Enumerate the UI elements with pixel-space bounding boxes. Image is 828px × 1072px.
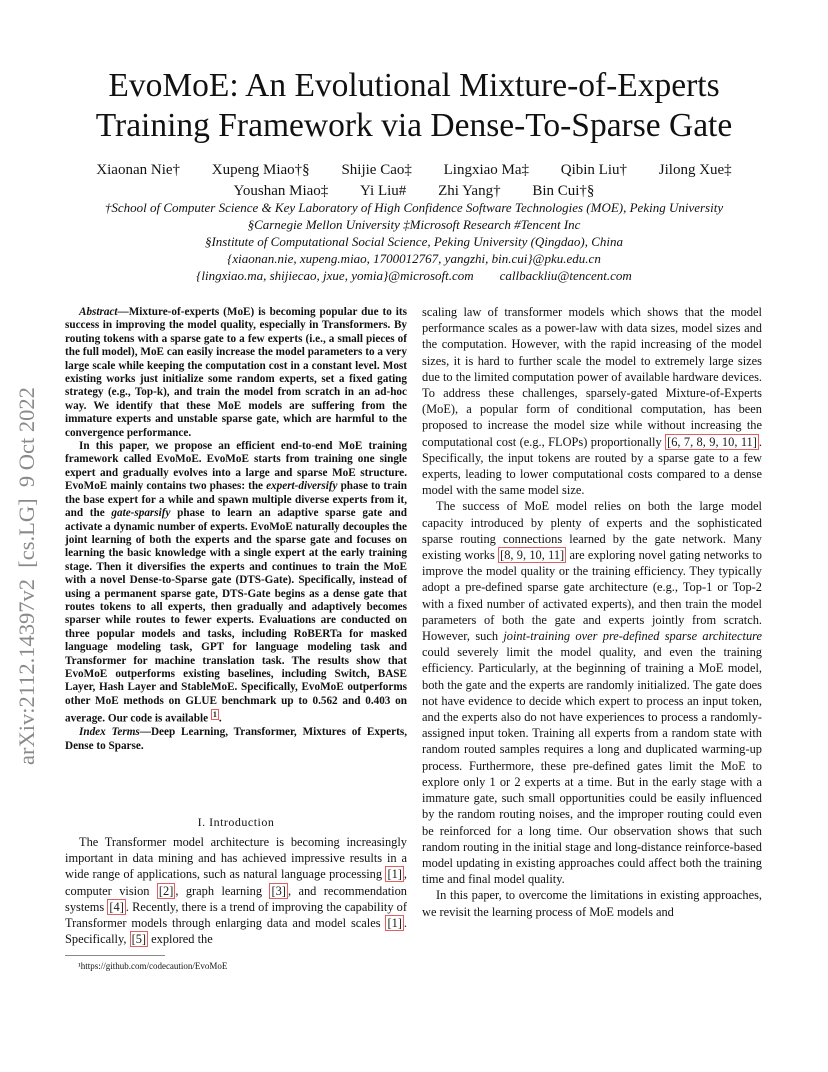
citation-link[interactable]: [8, 9, 10, 11] xyxy=(500,548,565,563)
right-column xyxy=(422,304,762,920)
footnote-link[interactable]: 1 xyxy=(212,710,217,720)
citation-link[interactable]: [4] xyxy=(109,899,124,914)
citation-link[interactable]: [6, 7, 8, 9, 10, 11] xyxy=(667,434,757,449)
author: Jilong Xue‡ xyxy=(658,162,732,178)
intro-paragraph: The success of MoE model relies on both the large model capacity introduced by plenty of experts and the sophisticated sparse routing connections learned by the gate network. Many existing works [8, 9, 10, 11] are exploring novel gating networks to improve the model quality or the training efficiency. They typically adopt a pre-defined sparse gate architecture (e.g., Top-1 or Top-2 with a fixed number of activated experts), and then train the model parameters of both the gate and experts jointly from scratch. However, such joint-training over pre-defined sparse architecture could severely limit the model quality, and even the training efficiency. Particularly, at the beginning of training a MoE model, both the gate and the experts are randomly initialized. The gate does not have evidence to decide which expert to process an input token, and the experts also do not have experiences to process a randomly-assigned input token. Training all experts from a random state with random routed samples requires a long and duplicated warming-up process. Furthermore, these pre-defined gates limit the MoE to explore only 1 or 2 experts at a time. But in the early stage with a immature gate, such small opportunities could be easily influenced by the random routing noises, and the improper routing could even be reinforced for a long time. Our observation shows that such random routing in the initial stage and long-distance reinforce-based model updating in existing approaches could affect both the training time and final model quality. xyxy=(422,499,763,887)
footnote[interactable]: ¹https://github.com/codecaution/EvoMoE xyxy=(78,961,228,971)
abstract-paragraph-2: In this paper, we propose an efficient end-to-end MoE training framework called EvoMoE. EvoMoE starts from training one single expert and gradually evolves into a large and sparse MoE structure. EvoMoE mainly contains two phases: the expert-diversify phase to train the base expert for a while and spawn multiple diverse experts from it, and the gate-sparsify phase to learn an adaptive sparse gate and activate a dynamic number of experts. EvoMoE naturally decouples the joint learning of both the experts and the sparse gate and focuses on learning the basic knowledge with a single expert at the early training stage. Then it diversifies the experts and continues to train the MoE with a novel Dense-to-Sparse gate (DTS-Gate). Specifically, instead of using a permanent sparse gate, DTS-Gate begins as a dense gate that routes tokens to all experts, then gradually and adaptively becomes sparser while routes to fewer experts. Evaluations are conducted on three popular models and tasks, including RoBERTa for masked language modeling task, GPT for language modeling task and Transformer for machine translation task. The results show that EvoMoE outperforms existing baselines, including Switch, BASE Layer, Hash Layer and StableMoE. Specifically, EvoMoE outperforms other MoE methods on GLUE benchmark up to 0.562 and 0.403 on average. Our code is available $^1$ . xyxy=(65,440,407,725)
email-line: {lingxiao.ma, shijiecao, jxue, yomia}@microsoft.com callbackliu@tencent.com xyxy=(196,268,632,283)
author: Zhi Yang† xyxy=(438,183,501,199)
intro-paragraph: In this paper, to overcome the limitations in existing approaches, we revisit the learning process of MoE models and xyxy=(422,888,762,919)
author: Youshan Miao‡ xyxy=(233,183,329,199)
intro-paragraph-continued: scaling law of transformer models which shows that the model performance scales as a power-law with data sizes, model sizes and the computation. However, with the rapid increasing of the model sizes, it is hard to further scale the model to extremely large sizes due to the limited computation power of available hardware devices. To address these challenges, sparsely-gated Mixture-of-Experts (MoE), a popular form of conditional computation, has been proposed to increase the model size while without increasing the computational cost (e.g., FLOPs) proportionally [6, 7, 8, 9, 10, 11] . Specifically, the input tokens are routed by a sparse gate to a few experts, leading to lower computational costs compared to a dense model with the same model size. xyxy=(422,305,762,498)
authors-row-2 xyxy=(60,181,768,202)
citation-link[interactable]: [3] xyxy=(271,883,286,898)
email-line: {xiaonan.nie, xupeng.miao, 1700012767, yangzhi, bin.cui}@pku.edu.cn xyxy=(227,251,601,266)
section-heading-introduction: I. Introduction xyxy=(197,815,275,829)
abstract-label: Abstract xyxy=(79,306,118,318)
author: Shijie Cao‡ xyxy=(341,162,412,178)
author-list xyxy=(60,160,768,202)
author: Bin Cui†§ xyxy=(532,183,595,199)
author: Xupeng Miao†§ xyxy=(211,162,310,178)
citation-link[interactable]: [1] xyxy=(387,867,402,882)
affiliation-line: §Institute of Computational Social Science, Peking University (Qingdao), China xyxy=(204,234,624,249)
author: Yi Liu# xyxy=(360,183,407,199)
index-terms-label: Index Terms xyxy=(79,726,140,739)
paper-title xyxy=(60,66,768,146)
author: Xiaonan Nie† xyxy=(96,162,181,178)
abstract xyxy=(65,306,407,753)
title-line-1: EvoMoE: An Evolutional Mixture-of-Experts xyxy=(108,67,720,104)
affiliation-line: §Carnegie Mellon University ‡Microsoft Research #Tencent Inc xyxy=(247,217,581,232)
author: Qibin Liu† xyxy=(560,162,628,178)
citation-link[interactable]: [5] xyxy=(131,932,147,947)
arxiv-stamp xyxy=(4,300,44,770)
affiliation-line: †School of Computer Science & Key Laboratory of High Confidence Software Technologies (MOE), Peking University xyxy=(104,200,724,215)
citation-link[interactable]: [1] xyxy=(387,916,402,931)
citation-link[interactable]: [2] xyxy=(158,883,174,898)
title-line-2: Training Framework via Dense-To-Sparse Gate xyxy=(95,107,733,144)
author: Lingxiao Ma‡ xyxy=(443,162,530,178)
arxiv-stamp-text: arXiv:2112.14397v2 [cs.LG] 9 Oct 2022 xyxy=(14,387,39,765)
footnote-rule xyxy=(65,955,165,956)
index-terms: Index Terms—Deep Learning, Transformer, Mixtures of Experts, Dense to Sparse. xyxy=(65,726,407,752)
authors-row-1 xyxy=(60,160,768,181)
intro-paragraph: The Transformer model architecture is becoming increasingly important in data mining and has achieved impressive results in a wide range of applications, such as natural language processing [1] , computer vision [2] , graph learning [3] , and recommendation systems [4] . Recently, there is a trend of improving the capability of Transformer models through enlarging data and model scales [1] . Specifically, [5] explored the xyxy=(65,835,407,947)
abstract-paragraph-1: Abstract—Mixture-of-experts (MoE) is becoming popular due to its success in improving the model quality, especially in Transformers. By routing tokens with a sparse gate to a few experts (i.e., a small pieces of the full model), MoE can easily increase the model parameters to a very large scale while keeping the computation cost in a constant level. Most existing works just initialize some random experts, set a fixed gating strategy (e.g., Top-k), and train the model from scratch in an ad-hoc way. We identify that these MoE models are suffering from the immature experts and unstable sparse gate, which are harmful to the convergence performance. xyxy=(65,306,407,439)
